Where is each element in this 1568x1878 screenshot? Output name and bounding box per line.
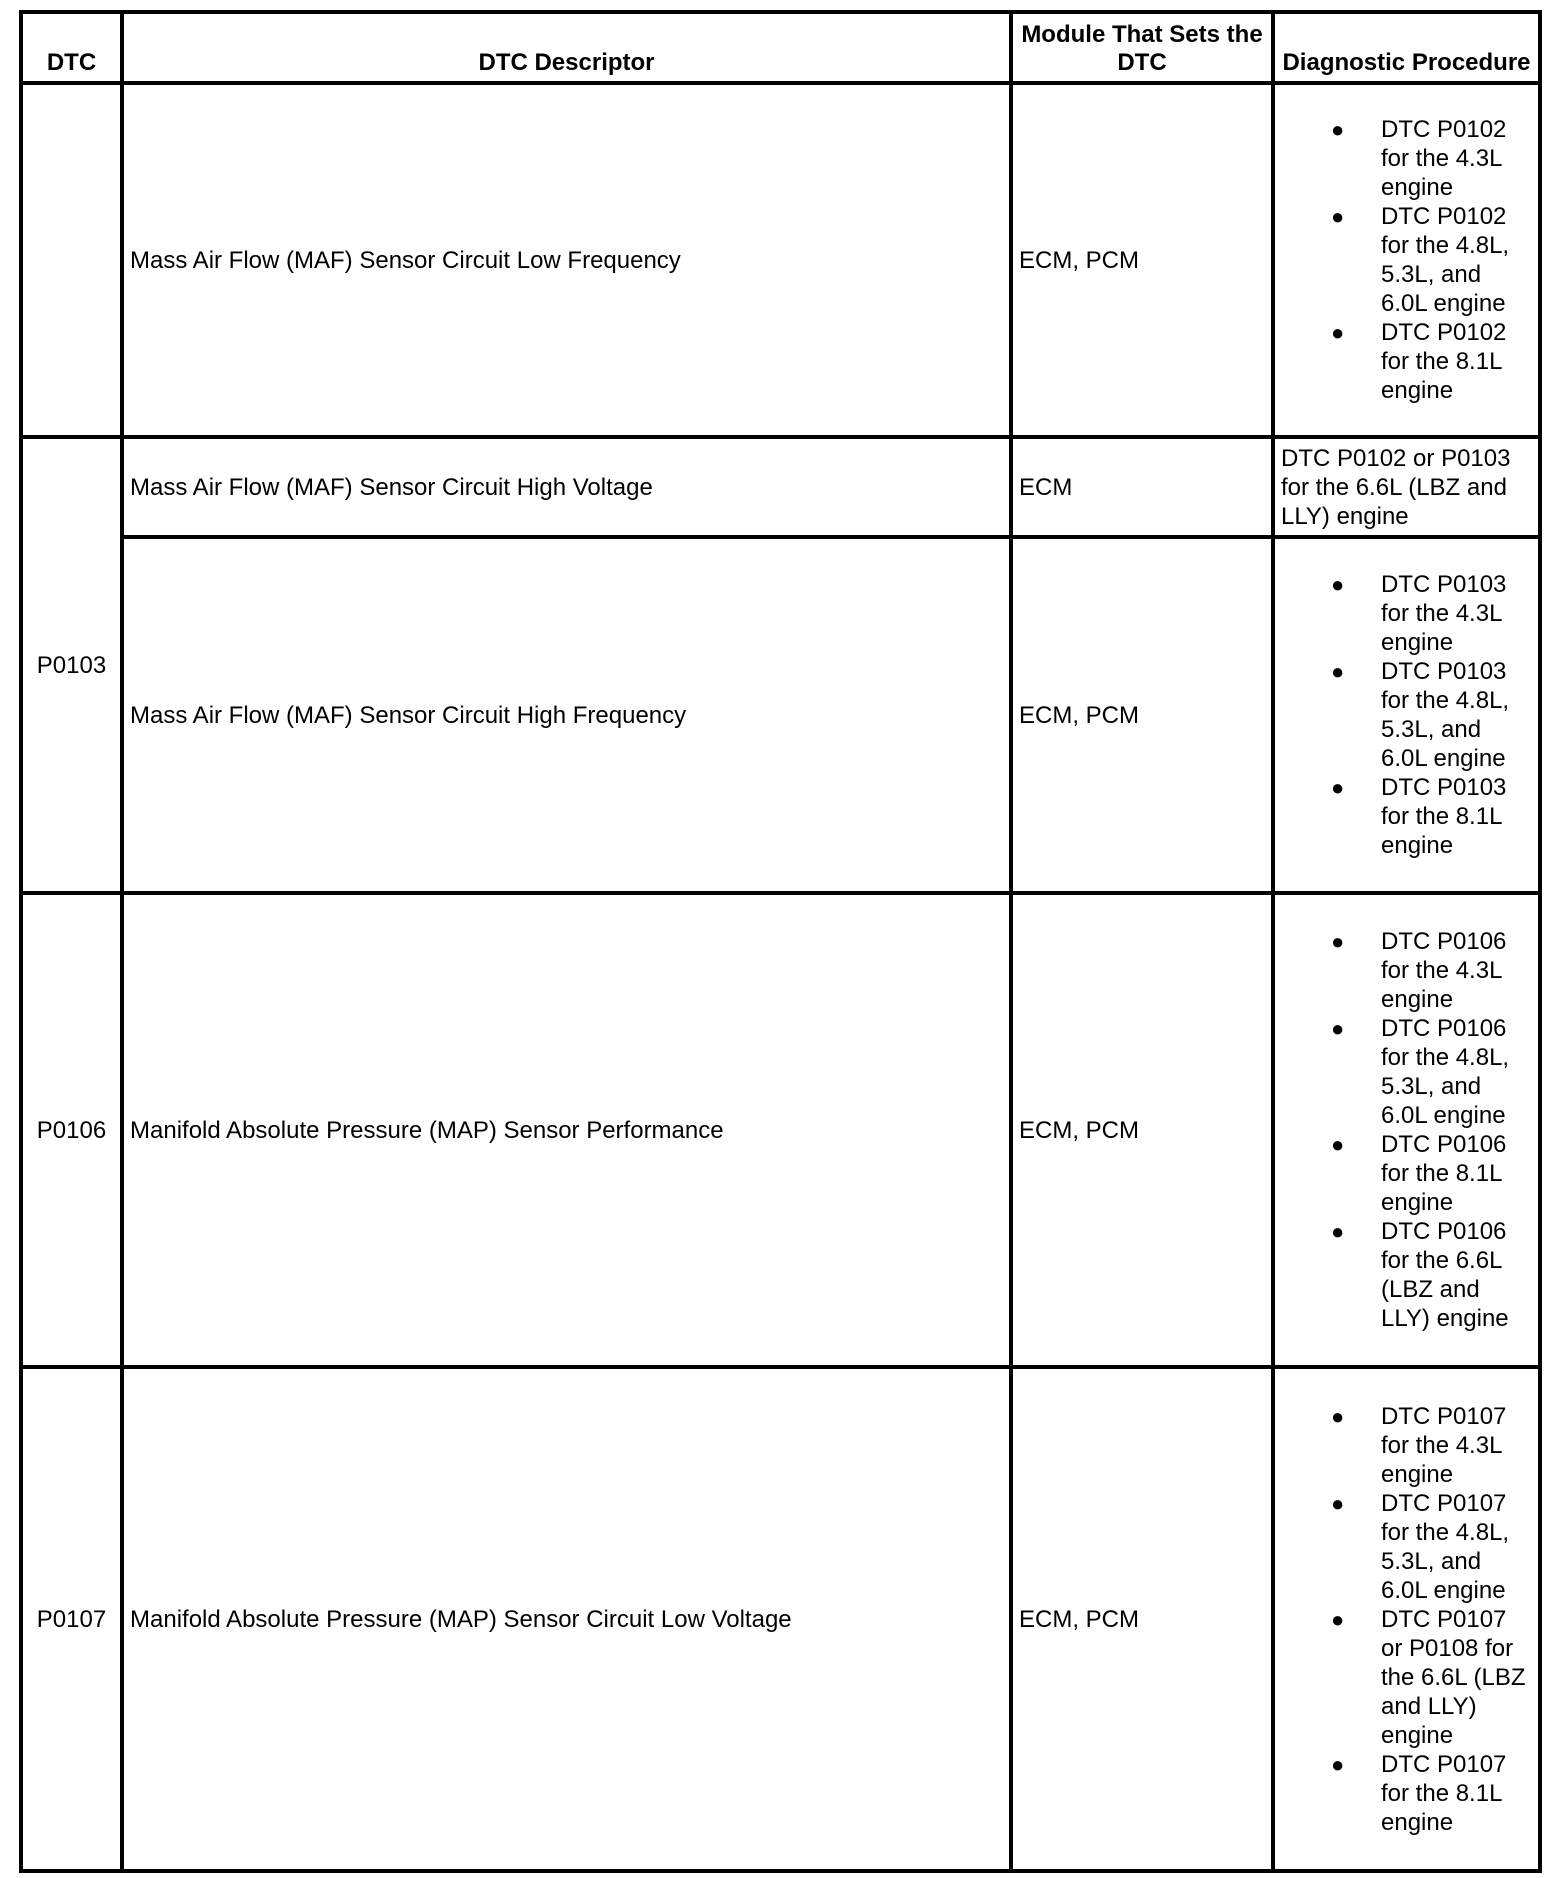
procedure-item[interactable]: ● DTC P0103 for the 4.8L, 5.3L, and 6.0L engine xyxy=(1331,658,1510,772)
procedure-list xyxy=(1281,1402,1534,1837)
procedure-cell xyxy=(1273,893,1540,1367)
procedure-list xyxy=(1281,927,1534,1333)
procedure-cell xyxy=(1273,83,1540,437)
bullet-icon: ● xyxy=(1331,1219,1345,1244)
dtc-code: P0106 xyxy=(21,893,122,1367)
bullet-icon: ● xyxy=(1331,1016,1345,1041)
header-procedure: Diagnostic Procedure xyxy=(1273,12,1540,83)
bullet-icon: ● xyxy=(1331,204,1345,229)
module-cell: ECM, PCM xyxy=(1011,893,1273,1367)
procedure-item[interactable]: ● DTC P0107 for the 4.3L engine xyxy=(1331,1402,1507,1488)
dtc-code: P0103 xyxy=(21,437,122,893)
procedure-list xyxy=(1281,115,1534,405)
module-cell: ECM, PCM xyxy=(1011,1367,1273,1871)
procedure-cell xyxy=(1273,537,1540,893)
procedure-item[interactable]: ● DTC P0102 for the 4.3L engine xyxy=(1331,116,1507,201)
procedure-item[interactable]: ● DTC P0106 for the 8.1L engine xyxy=(1331,1131,1507,1216)
procedure-item[interactable]: ● DTC P0106 for the 4.3L engine xyxy=(1331,928,1507,1013)
procedure-item[interactable]: ● DTC P0106 for the 4.8L, 5.3L, and 6.0L engine xyxy=(1331,1015,1510,1129)
procedure-cell xyxy=(1273,1367,1540,1871)
module-cell: ECM, PCM xyxy=(1011,537,1273,893)
bullet-icon: ● xyxy=(1331,1751,1345,1777)
table-row xyxy=(21,1367,1540,1871)
procedure-item[interactable]: ● DTC P0102 for the 4.8L, 5.3L, and 6.0L engine xyxy=(1331,203,1510,317)
bullet-icon: ● xyxy=(1331,1606,1345,1632)
procedure-item[interactable]: ● DTC P0102 for the 8.1L engine xyxy=(1331,319,1507,404)
module-cell: ECM xyxy=(1011,437,1273,537)
procedure-list xyxy=(1281,570,1534,860)
bullet-icon: ● xyxy=(1331,1490,1345,1516)
procedure-item[interactable]: ● DTC P0103 for the 8.1L engine xyxy=(1331,774,1507,859)
table-header-row xyxy=(21,12,1540,83)
procedure-item[interactable]: ● DTC P0107 for the 8.1L engine xyxy=(1331,1750,1507,1836)
dtc-descriptor: Mass Air Flow (MAF) Sensor Circuit Low Frequency xyxy=(122,83,1011,437)
dtc-descriptor: Mass Air Flow (MAF) Sensor Circuit High Voltage xyxy=(122,437,1011,537)
header-dtc: DTC xyxy=(21,12,122,83)
bullet-icon: ● xyxy=(1331,572,1345,597)
table-row xyxy=(21,537,1540,893)
header-descriptor: DTC Descriptor xyxy=(122,12,1011,83)
procedure-item[interactable]: ● DTC P0107 or P0108 for the 6.6L (LBZ and LLY) engine xyxy=(1331,1605,1526,1749)
dtc-descriptor: Manifold Absolute Pressure (MAP) Sensor Performance xyxy=(122,893,1011,1367)
dtc-descriptor: Manifold Absolute Pressure (MAP) Sensor Circuit Low Voltage xyxy=(122,1367,1011,1871)
bullet-icon: ● xyxy=(1331,1403,1345,1429)
module-cell: ECM, PCM xyxy=(1011,83,1273,437)
bullet-icon: ● xyxy=(1331,117,1345,142)
dtc-code: P0107 xyxy=(21,1367,122,1871)
bullet-icon: ● xyxy=(1331,320,1345,345)
table-row xyxy=(21,893,1540,1367)
procedure-item[interactable]: ● DTC P0103 for the 4.3L engine xyxy=(1331,571,1507,656)
procedure-item[interactable]: ● DTC P0106 for the 6.6L (LBZ and LLY) engine xyxy=(1331,1218,1509,1332)
bullet-icon: ● xyxy=(1331,1132,1345,1157)
procedure-cell[interactable]: DTC P0102 or P0103 for the 6.6L (LBZ and LLY) engine xyxy=(1273,437,1540,537)
dtc-code xyxy=(21,83,122,437)
dtc-descriptor: Mass Air Flow (MAF) Sensor Circuit High Frequency xyxy=(122,537,1011,893)
bullet-icon: ● xyxy=(1331,775,1345,800)
table-row xyxy=(21,437,1540,537)
procedure-item[interactable]: ● DTC P0107 for the 4.8L, 5.3L, and 6.0L engine xyxy=(1331,1489,1510,1604)
bullet-icon: ● xyxy=(1331,929,1345,954)
header-module: Module That Sets the DTC xyxy=(1011,12,1273,83)
dtc-table xyxy=(19,10,1542,1873)
table-row xyxy=(21,83,1540,437)
bullet-icon: ● xyxy=(1331,659,1345,684)
